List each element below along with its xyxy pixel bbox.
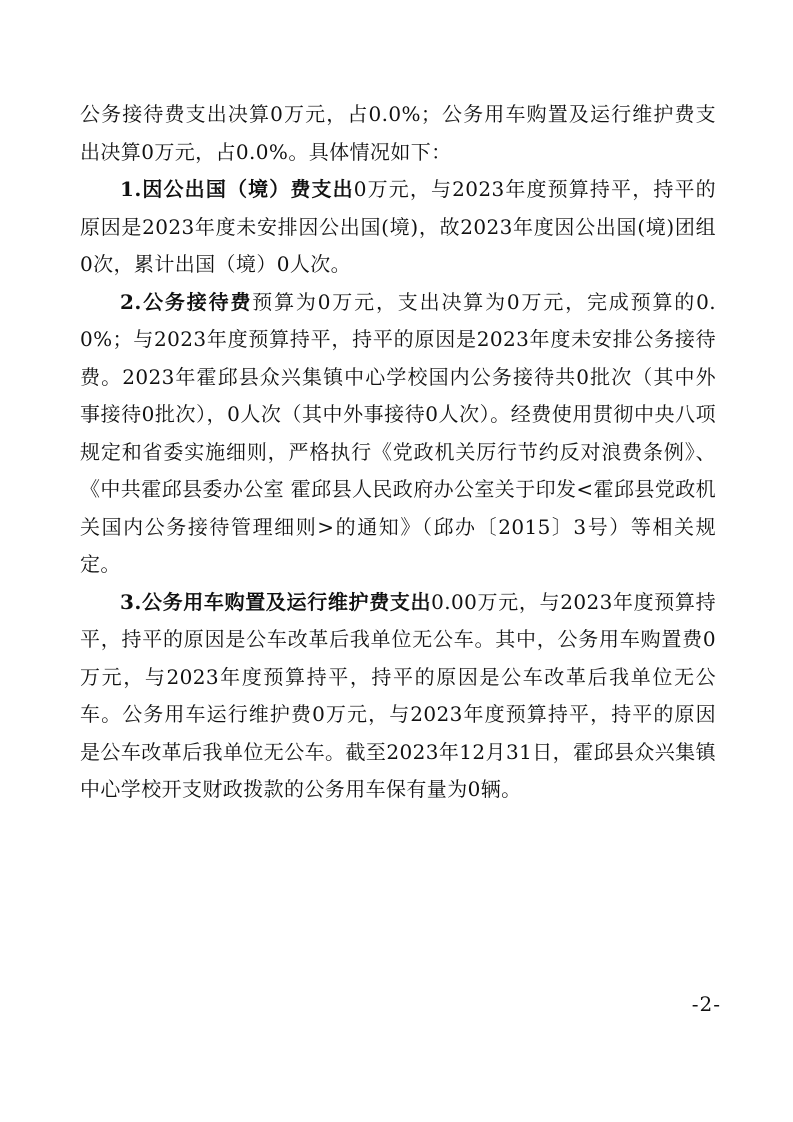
paragraph-section-2 [80, 284, 716, 584]
document-body [80, 96, 716, 809]
paragraph-body: 公务接待费支出决算0万元，占0.0%；公务用车购置及运行维护费支出决算0万元，占0.0%。具体情况如下： [80, 102, 716, 164]
paragraph-section-3 [80, 584, 716, 809]
section-heading: 2.公务接待费 [120, 289, 253, 314]
paragraph-section-1 [80, 171, 716, 284]
section-heading: 1.因公出国（境）费支出 [120, 177, 354, 201]
paragraph-body: 0万元，与2023年度预算持平，持平的原因是2023年度未安排因公出国(境)，故2023年度因公出国(境)团组0次，累计出国（境）0人次。 [80, 177, 716, 276]
paragraph-body: 预算为0万元，支出决算为0万元，完成预算的0.0%；与2023年度预算持平，持平的原因是2023年度未安排公务接待费。2023年霍邱县众兴集镇中心学校国内公务接待共0批次（其中外事接待0批次），0人次（其中外事接待0人次）。经费使用贯彻中央八项规定和省委实施细则，严格执行《党政机关厉行节约反对浪费条例》、《中共霍邱县委办公室 霍邱县人民政府办公室关于印发<霍邱县党政机关国内公务接待管理细则>的通知》（邱办〔2015〕3号）等相关规定。 [80, 289, 717, 576]
page-number: -2- [691, 992, 721, 1016]
section-heading: 3.公务用车购置及运行维护费支出 [120, 589, 432, 614]
paragraph-body: 0.00万元，与2023年度预算持平，持平的原因是公车改革后我单位无公车。其中，公务用车购置费0万元，与2023年度预算持平，持平的原因是公车改革后我单位无公车。公务用车运行维护费0万元，与2023年度预算持平，持平的原因是公车改革后我单位无公车。截至2023年12月31日，霍邱县众兴集镇中心学校开支财政拨款的公务用车保有量为0辆。 [80, 589, 716, 801]
paragraph-intro-continuation [80, 96, 716, 171]
